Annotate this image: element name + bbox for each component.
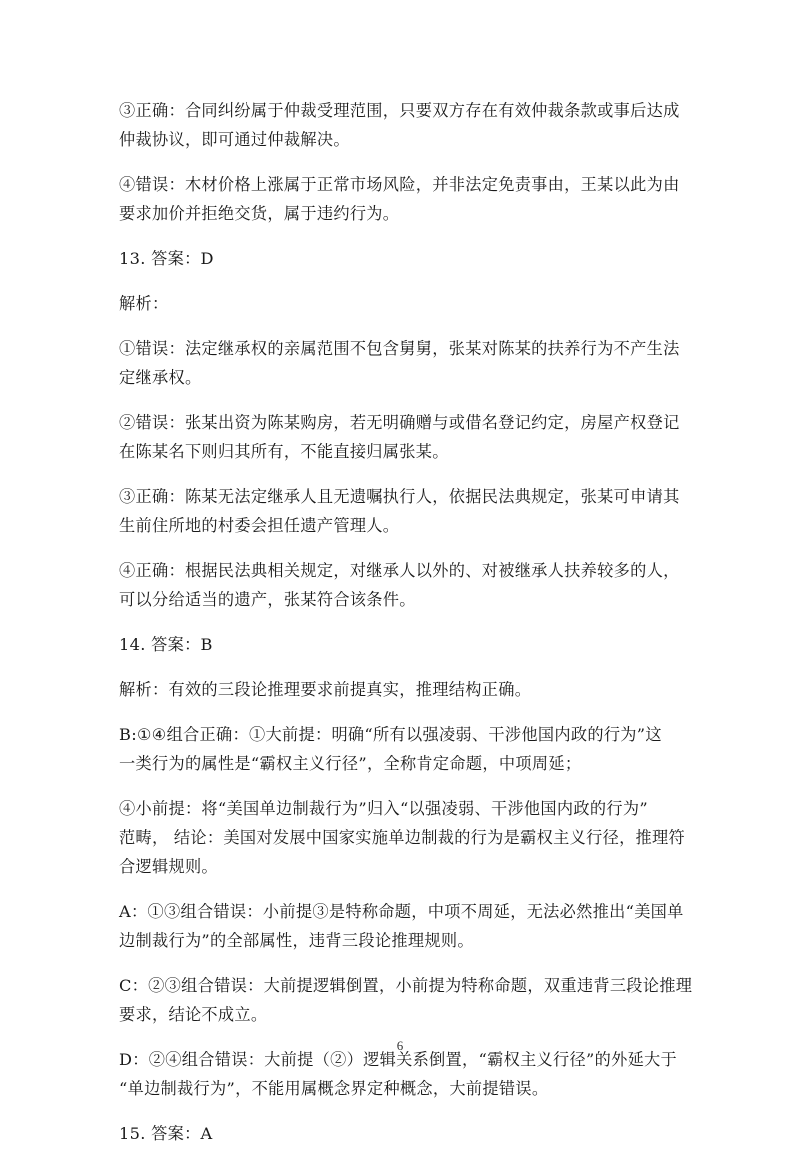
text-line: 解析：有效的三段论推理要求前提真实，推理结构正确。	[119, 680, 532, 699]
text-line: ④小前提：将“美国单边制裁行为”归入“以强凌弱、干涉他国内政的行为”	[119, 799, 648, 818]
paragraph	[119, 96, 689, 154]
text-line: 要求，结论不成立。	[119, 1005, 268, 1024]
text-line: ③正确：陈某无法定继承人且无遗嘱执行人，依据民法典规定，张某可申请其	[119, 487, 680, 506]
paragraph	[119, 556, 689, 614]
paragraph	[119, 897, 689, 955]
text-line: ④正确：根据民法典相关规定，对继承人以外的、对被继承人扶养较多的人，	[119, 561, 680, 580]
text-line: 边制裁行为”的全部属性，违背三段论推理规则。	[119, 931, 474, 950]
text-line: 范畴， 结论：美国对发展中国家实施单边制裁的行为是霸权主义行径，推理符	[119, 828, 686, 847]
text-line: ①错误：法定继承权的亲属范围不包含舅舅，张某对陈某的扶养行为不产生法	[119, 339, 680, 358]
paragraph	[119, 408, 689, 466]
document-body	[119, 96, 693, 1164]
paragraph	[119, 794, 689, 881]
text-line: B:①④组合正确：①大前提：明确“所有以强凌弱、干涉他国内政的行为”这	[119, 725, 662, 744]
paragraph	[119, 170, 689, 228]
text-line: 要求加价并拒绝交货，属于违约行为。	[119, 204, 400, 223]
page-number: 6	[396, 1038, 404, 1053]
text-line: 一类行为的属性是“霸权主义行径”，全称肯定命题，中项周延；	[119, 754, 582, 773]
text-line: 解析：	[119, 294, 169, 313]
text-line: ③正确：合同纠纷属于仲裁受理范围，只要双方存在有效仲裁条款或事后达成	[119, 101, 680, 120]
answer-heading	[119, 630, 689, 659]
text-line: 在陈某名下则归其所有，不能直接归属张某。	[119, 442, 449, 461]
text-line: ④错误：木材价格上涨属于正常市场风险，并非法定免责事由，王某以此为由	[119, 175, 680, 194]
paragraph	[119, 720, 689, 778]
answer-heading	[119, 1119, 689, 1148]
text-line: 生前住所地的村委会担任遗产管理人。	[119, 516, 400, 535]
paragraph	[119, 482, 689, 540]
answer-heading	[119, 244, 689, 273]
paragraph	[119, 675, 689, 704]
text-line: 14. 答案：B	[119, 635, 213, 654]
text-line: 定继承权。	[119, 368, 202, 387]
text-line: ②错误：张某出资为陈某购房，若无明确赠与或借名登记约定，房屋产权登记	[119, 413, 680, 432]
text-line: 可以分给适当的遗产，张某符合该条件。	[119, 590, 416, 609]
text-line: D：②④组合错误：大前提（②）逻辑关系倒置，“霸权主义行径”的外延大于	[119, 1050, 678, 1069]
text-line: A：①③组合错误：小前提③是特称命题，中项不周延，无法必然推出“美国单	[119, 902, 684, 921]
text-line: 15. 答案：A	[119, 1124, 213, 1143]
text-line: C：②③组合错误：大前提逻辑倒置，小前提为特称命题，双重违背三段论推理	[119, 976, 693, 995]
paragraph	[119, 971, 693, 1029]
paragraph	[119, 334, 689, 392]
text-line: 合逻辑规则。	[119, 857, 218, 876]
text-line: 13. 答案：D	[119, 249, 214, 268]
text-line: “单边制裁行为”，不能用属概念界定种概念，大前提错误。	[119, 1079, 549, 1098]
text-line: 仲裁协议，即可通过仲裁解决。	[119, 130, 350, 149]
analysis-label	[119, 289, 689, 318]
